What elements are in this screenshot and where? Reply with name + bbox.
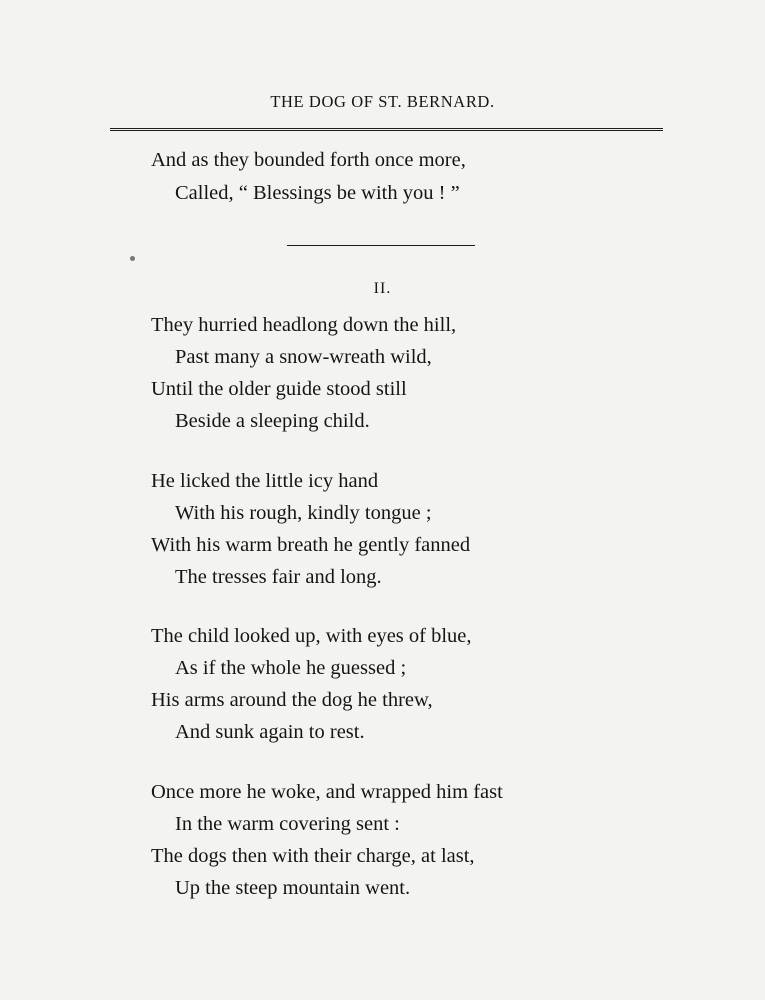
poem-line: Once more he woke, and wrapped him fast	[151, 781, 503, 803]
poem-line: Up the steep mountain went.	[175, 877, 411, 899]
poem-line: The child looked up, with eyes of blue,	[151, 625, 472, 647]
poem-line: With his rough, kindly tongue ;	[175, 502, 432, 524]
poem-line: His arms around the dog he threw,	[151, 689, 433, 711]
poem-line: With his warm breath he gently fanned	[151, 534, 471, 556]
poem-line: Until the older guide stood still	[151, 378, 407, 400]
poem-line: The tresses fair and long.	[175, 566, 382, 588]
poem-line: And as they bounded forth once more,	[151, 149, 466, 171]
poem-line: Beside a sleeping child.	[175, 410, 370, 432]
poem-line: As if the whole he guessed ;	[175, 657, 407, 679]
running-head: THE DOG OF ST. BERNARD.	[270, 92, 495, 111]
poem-line: And sunk again to rest.	[175, 721, 365, 743]
poem-line: The dogs then with their charge, at last,	[151, 845, 475, 867]
poem-line: They hurried headlong down the hill,	[151, 314, 457, 336]
poem-line: In the warm covering sent :	[175, 813, 400, 835]
page-speck	[130, 256, 135, 261]
section-number: II.	[373, 280, 392, 297]
header-rule	[110, 128, 663, 131]
poem-line: Past many a snow-wreath wild,	[175, 346, 432, 368]
poem-line: Called, “ Blessings be with you ! ”	[175, 182, 460, 204]
poem-line: He licked the little icy hand	[151, 470, 379, 492]
section-divider	[287, 245, 475, 246]
